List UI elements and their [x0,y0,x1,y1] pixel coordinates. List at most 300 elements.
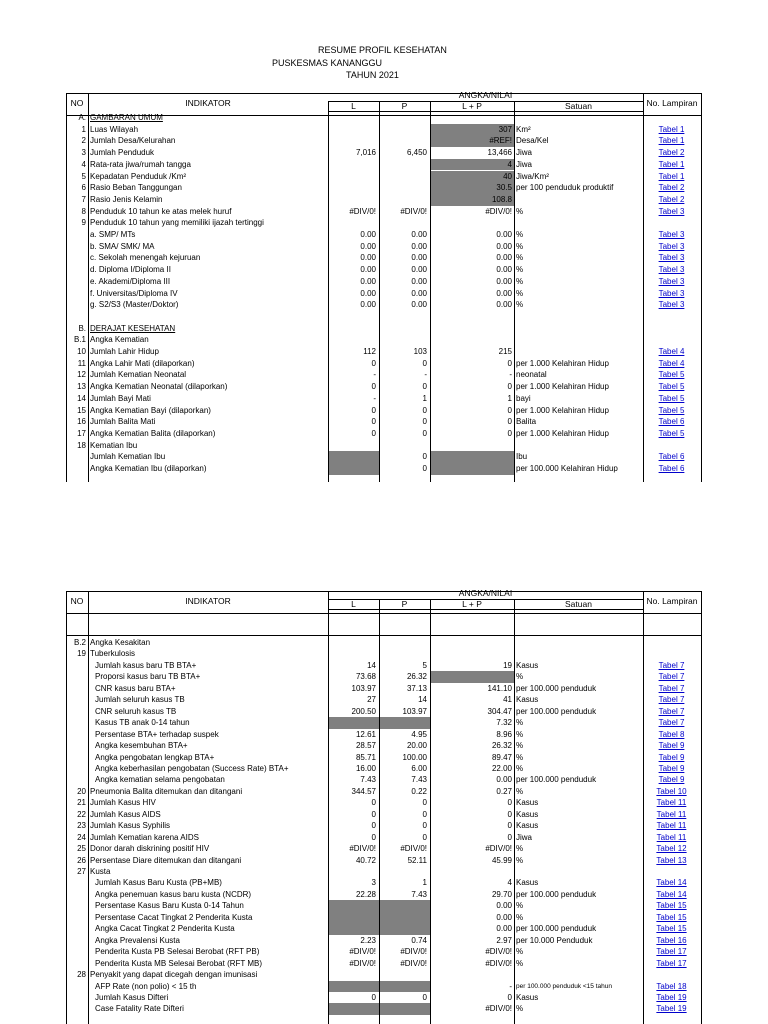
t2-header-l: L [351,599,356,609]
indikator-label: Penduduk 10 tahun yang memiliki ijazah tertinggi [90,218,264,228]
satuan-label: per 10.000 Penduduk [516,935,593,945]
lampiran-link[interactable]: Tabel 15 [656,901,687,911]
lampiran-link[interactable]: Tabel 5 [658,370,685,380]
lampiran-link[interactable]: Tabel 3 [658,300,685,310]
value-p: 6,450 [406,148,427,158]
lampiran-link[interactable]: Tabel 1 [658,136,685,146]
title-line-2: PUSKESMAS KANANGGU [272,58,383,68]
t1-header-l: L [351,101,356,111]
indikator-label: g. S2/S3 (Master/Doktor) [90,300,179,310]
grid-line [66,591,67,1024]
row-number: 12 [77,370,86,380]
t2-header-lp: L + P [462,599,482,609]
satuan-label: % [516,241,524,251]
t1-header-satuan: Satuan [565,101,592,111]
lampiran-link[interactable]: Tabel 11 [656,832,687,842]
shaded-cell [380,1003,430,1014]
t2-header-angka: ANGKA/NILAI [458,588,513,598]
value-p: 0 [422,417,427,427]
value-lp: - [509,981,512,991]
indikator-label: Jumlah seluruh kasus TB [95,695,185,705]
indikator-label: Persentase BTA+ terhadap suspek [95,729,219,739]
value-lp: 0.00 [496,901,512,911]
satuan-label: per 100.000 penduduk [516,924,597,934]
lampiran-link[interactable]: Tabel 5 [658,393,685,403]
satuan-label: Kasus [516,992,539,1002]
value-p: 0 [422,821,427,831]
value-lp: #REF! [489,136,512,146]
value-l: 0 [371,809,376,819]
t2-header-lampiran: No. Lampiran [646,596,698,606]
satuan-label: Kasus [516,660,539,670]
row-number: 28 [77,970,86,980]
indikator-label: Kepadatan Penduduk /Km² [90,171,187,181]
value-l: 0.00 [360,276,376,286]
indikator-label: Angka Kesakitan [90,638,151,647]
lampiran-link[interactable]: Tabel 19 [656,1004,687,1014]
shaded-cell [431,671,514,682]
value-l: - [373,370,376,380]
value-lp: 45.99 [491,855,512,865]
value-lp: #DIV/0! [485,947,512,957]
lampiran-link[interactable]: Tabel 7 [658,683,685,693]
indikator-label: Rasio Beban Tanggungan [90,183,182,193]
value-p: 1 [422,393,427,403]
indikator-label: Kusta [90,867,111,876]
lampiran-link[interactable]: Tabel 15 [656,912,687,922]
satuan-label: per 1.000 Kelahiran Hidup [516,405,609,415]
lampiran-link[interactable]: Tabel 3 [658,230,685,239]
value-p: 7.43 [411,775,427,785]
value-lp: 0 [507,417,512,427]
lampiran-link[interactable]: Tabel 2 [658,183,685,193]
lampiran-link[interactable]: Tabel 9 [658,752,685,762]
row-number: 14 [77,393,86,403]
row-number: 2 [81,136,86,146]
indikator-label: Jumlah Desa/Kelurahan [90,136,176,146]
value-l: 12.61 [355,729,376,739]
value-l: 0 [371,832,376,842]
title-line-3: TAHUN 2021 [346,70,399,80]
t2-header-indikator: INDIKATOR [185,596,231,606]
value-p: 103.97 [402,706,427,716]
value-l: 0 [371,428,376,438]
value-lp: 0 [507,358,512,368]
lampiran-link[interactable]: Tabel 3 [658,288,685,298]
shaded-cell [329,1003,379,1014]
t1-header-indikator: INDIKATOR [185,98,231,108]
value-p: 26.32 [406,672,427,682]
lampiran-link[interactable]: Tabel 3 [658,265,685,275]
indikator-label: Penderita Kusta PB Selesai Berobat (RFT PB) [95,947,260,957]
lampiran-link[interactable]: Tabel 1 [658,171,685,181]
value-p: 0 [422,358,427,368]
indikator-label: Rata-rata jiwa/rumah tangga [90,159,191,169]
value-l: 73.68 [355,672,376,682]
row-number: 26 [77,855,86,865]
indikator-label: Angka Kematian [90,335,149,345]
value-p: #DIV/0! [400,844,427,854]
indikator-label: Angka Lahir Mati (dilaporkan) [90,358,195,368]
lampiran-link[interactable]: Tabel 13 [656,855,687,865]
row-number: 4 [81,159,86,169]
satuan-label: % [516,230,524,239]
value-l: 0 [371,798,376,808]
grid-line [328,591,329,1024]
lampiran-link[interactable]: Tabel 19 [656,992,687,1002]
value-l: 0 [371,417,376,427]
value-lp: 0.00 [496,924,512,934]
satuan-label: per 1.000 Kelahiran Hidup [516,428,609,438]
satuan-label: % [516,729,524,739]
value-lp: 0.00 [496,253,512,263]
indikator-label: Persentase Cacat Tingkat 2 Penderita Kusta [95,912,253,922]
satuan-label: per 100.000 penduduk [516,683,597,693]
value-lp: 19 [503,660,512,670]
satuan-label: % [516,763,524,773]
indikator-label: Angka kesembuhan BTA+ [95,741,188,751]
value-l: #DIV/0! [349,947,376,957]
value-p: 0 [422,405,427,415]
lampiran-link[interactable]: Tabel 5 [658,382,685,392]
lampiran-link[interactable]: Tabel 3 [658,206,685,216]
value-lp: #DIV/0! [485,206,512,216]
value-lp: 26.32 [491,741,512,751]
lampiran-link[interactable]: Tabel 8 [658,729,685,739]
lampiran-link[interactable]: Tabel 6 [658,464,685,473]
indikator-label: Kematian Ibu [90,440,138,450]
shaded-cell [329,900,379,911]
satuan-label: Jiwa [516,832,533,842]
value-l: #DIV/0! [349,958,376,968]
lampiran-link[interactable]: Tabel 1 [658,159,685,169]
value-lp: 0.00 [496,912,512,922]
shaded-cell [380,981,430,992]
value-p: 0.00 [411,265,427,275]
value-lp: 29.70 [491,889,512,899]
t1-header-lampiran: No. Lampiran [646,98,698,108]
value-l: 16.00 [355,763,376,773]
value-p: #DIV/0! [400,958,427,968]
satuan-label: % [516,947,524,957]
lampiran-link[interactable]: Tabel 4 [658,358,685,368]
lampiran-link[interactable]: Tabel 11 [656,798,687,808]
satuan-label: bayi [516,393,531,403]
shaded-cell [380,717,430,728]
lampiran-link[interactable]: Tabel 14 [656,889,687,899]
t1-header-p: P [401,101,408,111]
indikator-label: Donor darah diskrining positif HIV [90,844,210,854]
lampiran-link[interactable]: Tabel 15 [656,924,687,934]
lampiran-link[interactable]: Tabel 9 [658,741,685,751]
indikator-label: Penderita Kusta MB Selesai Berobat (RFT MB) [95,958,263,968]
satuan-label: per 1.000 Kelahiran Hidup [516,358,609,368]
row-number: 23 [77,821,86,831]
shaded-cell [431,451,514,463]
row-number: 25 [77,844,86,854]
value-lp: 108.8 [491,194,512,204]
satuan-label: Balita [516,417,537,427]
indikator-label: Persentase Diare ditemukan dan ditangani [90,855,242,865]
indikator-label: DERAJAT KESEHATAN [90,323,176,333]
satuan-label: per 100.000 penduduk [516,775,597,785]
value-p: 52.11 [407,855,427,865]
indikator-label: Jumlah Bayi Mati [90,393,151,403]
satuan-label: % [516,912,524,922]
lampiran-link[interactable]: Tabel 7 [658,706,685,716]
value-l: 0 [371,992,376,1002]
grid-line [514,101,515,482]
indikator-label: Kasus TB anak 0-14 tahun [95,718,190,728]
value-lp: 4 [507,878,512,888]
satuan-label: per 1.000 Kelahiran Hidup [516,382,609,392]
value-p: 0.00 [411,230,427,239]
value-lp: 7.32 [496,718,512,728]
satuan-label: % [516,752,524,762]
lampiran-link[interactable]: Tabel 4 [658,347,685,356]
indikator-label: Angka Cacat Tingkat 2 Penderita Kusta [95,924,235,934]
value-lp: 0 [507,821,512,831]
value-l: 0 [371,382,376,392]
shaded-cell [329,463,379,475]
grid-line [66,613,701,614]
indikator-label: Persentase Kasus Baru Kusta 0-14 Tahun [95,901,244,911]
value-l: 0 [371,405,376,415]
row-number: 17 [77,428,86,438]
value-lp: 141.10 [487,683,512,693]
lampiran-link[interactable]: Tabel 11 [656,821,687,831]
grid-line [701,591,702,1024]
lampiran-link[interactable]: Tabel 17 [656,947,687,957]
lampiran-link[interactable]: Tabel 5 [658,428,685,438]
grid-line [379,599,380,1024]
value-lp: 0 [507,405,512,415]
t2-header-p: P [401,599,408,609]
value-l: 103.97 [351,683,376,693]
shaded-cell [380,923,430,934]
t1-header-no: NO [70,98,84,108]
grid-line [88,93,89,482]
value-l: 85.71 [355,752,376,762]
grid-line [514,599,515,1024]
lampiran-link[interactable]: Tabel 9 [658,763,685,773]
lampiran-link[interactable]: Tabel 7 [658,695,685,705]
indikator-label: Jumlah Kematian karena AIDS [90,832,199,842]
shaded-cell [329,912,379,923]
grid-line [430,101,431,482]
lampiran-link[interactable]: Tabel 2 [658,194,685,204]
value-lp: 0.00 [496,300,512,310]
value-p: 0 [422,992,427,1002]
lampiran-link[interactable]: Tabel 9 [658,775,685,785]
lampiran-link[interactable]: Tabel 18 [656,981,687,991]
value-p: 0 [422,798,427,808]
indikator-label: Rasio Jenis Kelamin [90,194,163,204]
lampiran-link[interactable]: Tabel 7 [658,660,685,670]
indikator-label: e. Akademi/Diploma III [90,276,171,286]
value-l: 28.57 [355,741,376,751]
satuan-label: % [516,741,524,751]
value-l: 0.00 [360,300,376,310]
satuan-label: % [516,288,524,298]
lampiran-link[interactable]: Tabel 3 [658,253,685,263]
lampiran-link[interactable]: Tabel 14 [656,878,687,888]
value-lp: 0 [507,382,512,392]
indikator-label: AFP Rate (non polio) < 15 th [95,981,197,991]
indikator-label: Angka Kematian Balita (dilaporkan) [90,428,216,438]
value-lp: 0.27 [496,786,512,796]
indikator-label: d. Diploma I/Diploma II [90,265,171,275]
value-l: 0.00 [360,265,376,275]
indikator-label: Penyakit yang dapat dicegah dengan imunisasi [90,970,258,980]
indikator-label: Angka penemuan kasus baru kusta (NCDR) [95,889,252,899]
indikator-label: Jumlah Kasus Difteri [95,992,169,1002]
lampiran-link[interactable]: Tabel 3 [658,241,685,251]
row-number: 16 [77,417,86,427]
satuan-label: % [516,718,524,728]
shaded-cell [329,981,379,992]
shaded-cell [329,923,379,934]
satuan-label: Jiwa [516,148,533,158]
t2-header-no: NO [70,596,84,606]
indikator-label: Angka Kematian Ibu (dilaporkan) [90,464,207,473]
indikator-label: Jumlah Balita Mati [90,417,156,427]
satuan-label: Ibu [516,452,528,462]
value-lp: 0.00 [496,265,512,275]
lampiran-link[interactable]: Tabel 3 [658,276,685,286]
value-lp: 215 [498,347,512,356]
value-l: 0 [371,358,376,368]
row-number: B.2 [73,638,86,647]
value-p: 0.00 [411,253,427,263]
value-lp: 0 [507,809,512,819]
value-l: #DIV/0! [349,206,376,216]
satuan-label: Jiwa [516,159,533,169]
value-lp: 307 [498,124,512,134]
value-p: 0.74 [411,935,427,945]
row-number: 3 [81,148,86,158]
value-p: 100.00 [402,752,427,762]
indikator-label: Jumlah Kasus Baru Kusta (PB+MB) [95,878,222,888]
value-p: 0.00 [411,276,427,286]
satuan-label: % [516,855,524,865]
row-number: 11 [77,358,86,368]
satuan-label: % [516,786,524,796]
indikator-label: Angka keberhasilan pengobatan (Success Rate) BTA+ [95,763,289,773]
row-number: 8 [81,206,86,216]
indikator-label: a. SMP/ MTs [90,230,136,239]
lampiran-link[interactable]: Tabel 2 [658,148,685,158]
satuan-label: % [516,276,524,286]
value-p: 0.22 [411,786,427,796]
value-l: - [373,393,376,403]
indikator-label: GAMBARAN UMUM [90,113,163,122]
indikator-label: Angka Kematian Neonatal (dilaporkan) [90,382,228,392]
value-lp: 0 [507,428,512,438]
value-lp: 1 [507,393,512,403]
shaded-cell [380,900,430,911]
value-p: 0 [422,452,427,462]
value-p: 20.00 [406,741,427,751]
satuan-label: Kasus [516,821,539,831]
value-l: #DIV/0! [349,844,376,854]
value-p: 0.00 [411,300,427,310]
lampiran-link[interactable]: Tabel 5 [658,405,685,415]
lampiran-link[interactable]: Tabel 7 [658,672,685,682]
row-number: 1 [81,124,86,134]
value-lp: 22.00 [491,763,512,773]
satuan-label: % [516,672,524,682]
value-p: 0 [422,428,427,438]
value-l: 7.43 [360,775,376,785]
value-l: 0 [371,821,376,831]
row-number: 13 [77,382,86,392]
satuan-label: Km² [516,124,531,134]
shaded-cell [431,463,514,475]
value-p: 0 [422,832,427,842]
satuan-label: % [516,253,524,263]
indikator-label: c. Sekolah menengah kejuruan [90,253,201,263]
value-p: 1 [422,878,427,888]
value-lp: 30.5 [496,183,512,193]
value-l: 0.00 [360,241,376,251]
satuan-label: % [516,206,524,216]
lampiran-link[interactable]: Tabel 12 [656,844,687,854]
lampiran-link[interactable]: Tabel 11 [656,809,687,819]
value-p: 37.13 [406,683,427,693]
value-l: 14 [367,660,376,670]
shaded-cell [329,451,379,463]
lampiran-link[interactable]: Tabel 6 [658,417,685,427]
value-lp: 2.97 [496,935,512,945]
satuan-label: per 100.000 penduduk <15 tahun [516,982,612,990]
lampiran-link[interactable]: Tabel 17 [656,958,687,968]
value-p: #DIV/0! [400,947,427,957]
lampiran-link[interactable]: Tabel 16 [656,935,687,945]
row-number: 27 [77,867,86,876]
value-p: 0.00 [411,241,427,251]
title-line-1: RESUME PROFIL KESEHATAN [318,45,447,55]
shaded-cell [380,912,430,923]
value-l: 0.00 [360,288,376,298]
value-l: 27 [367,695,376,705]
indikator-label: Angka Kematian Bayi (dilaporkan) [90,405,211,415]
indikator-label: CNR seluruh kasus TB [95,706,177,716]
value-lp: #DIV/0! [485,958,512,968]
value-p: 4.95 [411,729,427,739]
grid-line [328,101,329,482]
indikator-label: Angka pengobatan lengkap BTA+ [95,752,215,762]
value-l: 200.50 [351,706,376,716]
t1-header-lp: L + P [462,101,482,111]
lampiran-link[interactable]: Tabel 1 [658,124,685,134]
satuan-label: % [516,300,524,310]
value-lp: 41 [503,695,512,705]
lampiran-link[interactable]: Tabel 10 [656,786,687,796]
satuan-label: per 100.000 penduduk [516,889,597,899]
lampiran-link[interactable]: Tabel 7 [658,718,685,728]
satuan-label: Jiwa/Km² [516,171,549,181]
t2-header-satuan: Satuan [565,599,592,609]
satuan-label: Kasus [516,798,539,808]
indikator-label: Jumlah Kasus AIDS [90,809,161,819]
indikator-label: Jumlah Kasus Syphilis [90,821,171,831]
indikator-label: Jumlah Kasus HIV [90,798,156,808]
satuan-label: % [516,1004,524,1014]
value-p: 5 [422,660,427,670]
value-lp: 89.47 [491,752,512,762]
lampiran-link[interactable]: Tabel 6 [658,452,685,462]
